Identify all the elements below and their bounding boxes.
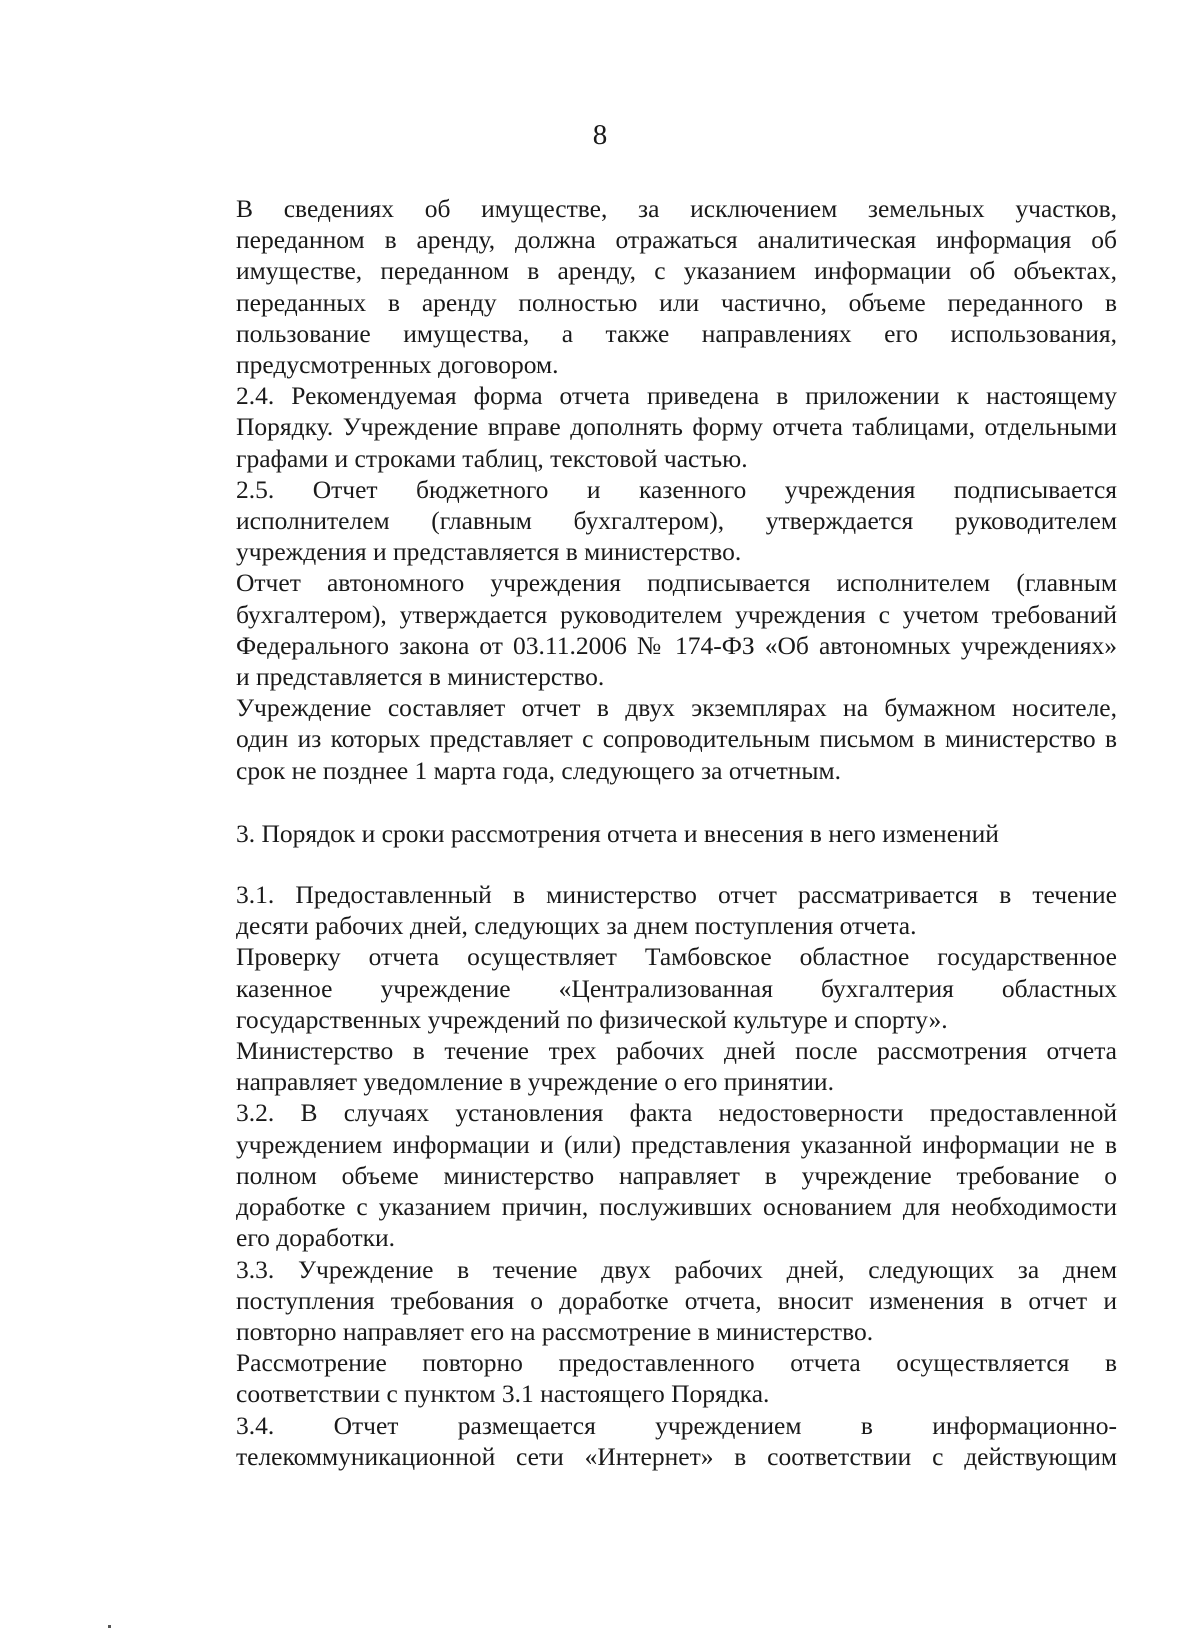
paragraph-line: поступления требования о доработке отчета, вносит изменения в отчет и <box>236 1285 1117 1315</box>
paragraph-line: учреждения и представляется в министерство. <box>236 537 742 567</box>
paragraph-line: пользование имущества, а также направлениях его использования, <box>236 318 1117 348</box>
paragraph-line: 2.5. Отчет бюджетного и казенного учреждения подписывается <box>236 474 1117 504</box>
paragraph-line: Учреждение составляет отчет в двух экземплярах на бумажном носителе, <box>236 693 1117 723</box>
page-number: 8 <box>592 119 608 151</box>
paragraph-line: Федерального закона от 03.11.2006 № 174-ФЗ «Об автономных учреждениях» <box>236 630 1117 660</box>
paragraph <box>181 941 1117 1035</box>
paragraph-line: Порядку. Учреждение вправе дополнять форму отчета таблицами, отдельными <box>236 412 1117 442</box>
paragraph-line: и представляется в министерство. <box>236 662 605 692</box>
document-body <box>181 193 1117 1472</box>
paragraph-line: 2.4. Рекомендуемая форма отчета приведена в приложении к настоящему <box>236 381 1117 411</box>
paragraph-line: Министерство в течение трех рабочих дней после рассмотрения отчета <box>236 1036 1117 1066</box>
paragraph-line: десяти рабочих дней, следующих за днем поступления отчета. <box>236 911 917 941</box>
paragraph-line: один из которых представляет с сопроводительным письмом в министерство в <box>236 724 1117 754</box>
paragraph <box>181 193 1117 380</box>
paragraph-line: телекоммуникационной сети «Интернет» в соответствии с действующим <box>236 1441 1117 1471</box>
paragraph-line: Отчет автономного учреждения подписывается исполнителем (главным <box>236 568 1117 598</box>
paragraph-line: переданном в аренду, должна отражаться аналитическая информация об <box>236 225 1117 255</box>
paragraph-line: графами и строками таблиц, текстовой частью. <box>236 443 748 473</box>
paragraph-line: исполнителем (главным бухгалтером), утверждается руководителем <box>236 506 1117 536</box>
paragraph-line: полном объеме министерство направляет в учреждение требование о <box>236 1160 1117 1190</box>
scan-artifact-dot <box>108 1625 111 1628</box>
paragraph-line: повторно направляет его на рассмотрение в министерство. <box>236 1316 874 1346</box>
paragraph <box>181 1035 1117 1097</box>
paragraph-line: соответствии с пунктом 3.1 настоящего Порядка. <box>236 1379 770 1409</box>
paragraph <box>181 380 1117 474</box>
paragraph-line: 3.4. Отчет размещается учреждением в информационно- <box>236 1410 1117 1440</box>
paragraph-line: его доработки. <box>236 1223 396 1253</box>
paragraph-line: учреждением информации и (или) представления указанной информации не в <box>236 1129 1117 1159</box>
paragraph-line: предусмотренных договором. <box>236 350 559 380</box>
paragraph-line: казенное учреждение «Централизованная бухгалтерия областных <box>236 973 1117 1003</box>
paragraph-line: бухгалтером), утверждается руководителем учреждения с учетом требований <box>236 599 1117 629</box>
paragraph <box>181 1347 1117 1409</box>
paragraph-line: направляет уведомление в учреждение о его принятии. <box>236 1067 834 1097</box>
paragraph <box>181 1097 1117 1253</box>
paragraph-line: Рассмотрение повторно предоставленного отчета осуществляется в <box>236 1348 1117 1378</box>
paragraph <box>181 474 1117 568</box>
paragraph-line: 3.3. Учреждение в течение двух рабочих дней, следующих за днем <box>236 1254 1117 1284</box>
paragraph <box>181 1410 1117 1472</box>
section-2-continuation <box>181 193 1117 786</box>
paragraph <box>181 879 1117 941</box>
paragraph-line: государственных учреждений по физической культуре и спорту». <box>236 1004 948 1034</box>
paragraph-line: 3.1. Предоставленный в министерство отчет рассматривается в течение <box>236 880 1117 910</box>
paragraph-line: имуществе, переданном в аренду, с указанием информации об объектах, <box>236 256 1117 286</box>
paragraph <box>181 567 1117 692</box>
paragraph-line: Проверку отчета осуществляет Тамбовское областное государственное <box>236 942 1117 972</box>
paragraph-line: 3.2. В случаях установления факта недостоверности предоставленной <box>236 1098 1117 1128</box>
paragraph-line: срок не позднее 1 марта года, следующего за отчетным. <box>236 755 842 785</box>
paragraph-line: переданных в аренду полностью или частично, объеме переданного в <box>236 287 1117 317</box>
paragraph-line: В сведениях об имуществе, за исключением земельных участков, <box>236 194 1117 223</box>
section-3-body <box>181 879 1117 1472</box>
section-heading: 3. Порядок и сроки рассмотрения отчета и внесения в него изменений <box>236 818 999 848</box>
paragraph <box>181 1254 1117 1348</box>
paragraph <box>181 692 1117 786</box>
paragraph-line: доработке с указанием причин, послуживших основанием для необходимости <box>236 1192 1117 1222</box>
